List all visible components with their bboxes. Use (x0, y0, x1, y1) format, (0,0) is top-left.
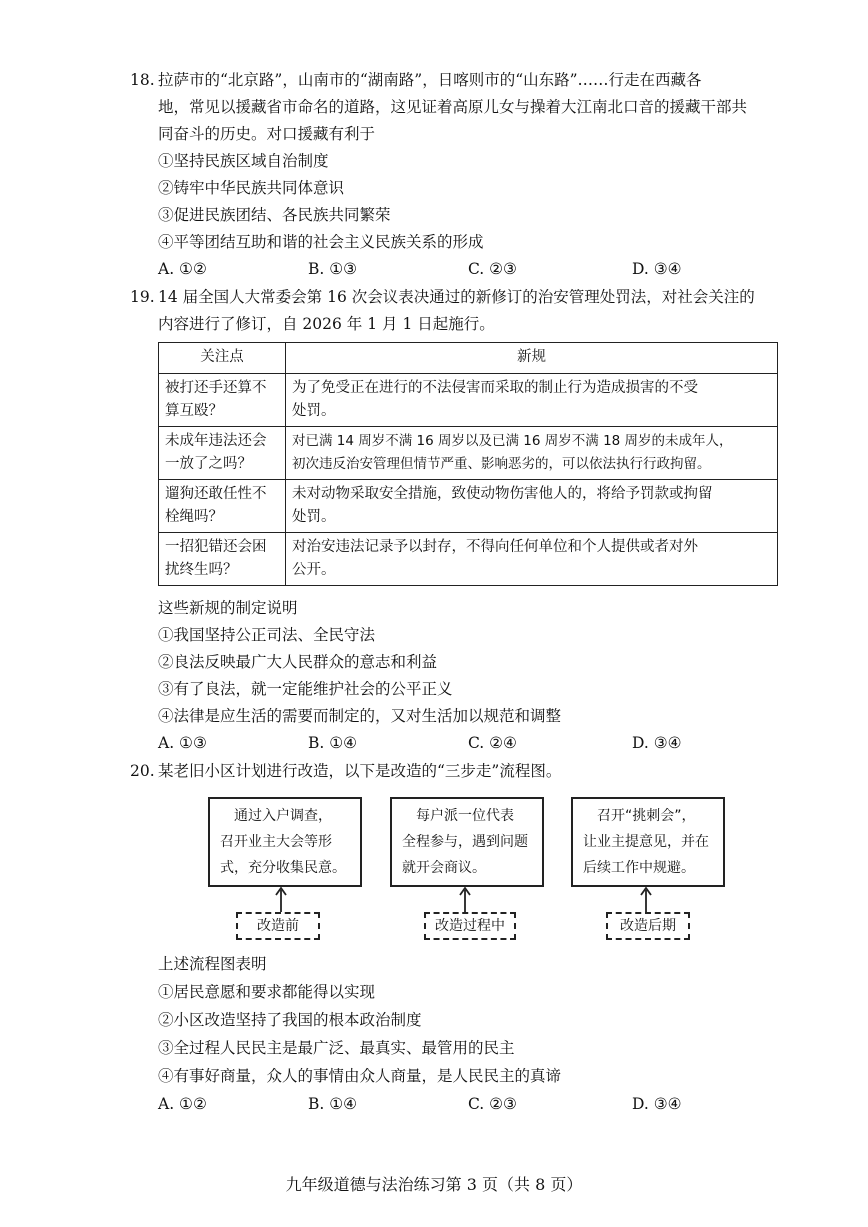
question-20-item: ②小区改造坚持了我国的根本政治制度 (158, 1011, 422, 1029)
table-cell (159, 427, 286, 480)
option-b: B. ①③ (308, 260, 358, 278)
flow-box-line: 让业主提意见，并在 (583, 834, 709, 850)
question-18-line: 地，常见以援藏省市命名的道路，这见证着高原儿女与操着大江南北口音的援藏干部共 (158, 98, 748, 116)
table-row (159, 480, 778, 533)
cell-line: 初次违反治安管理但情节严重、影响恶劣的，可以依法执行行政拘留。 (292, 456, 711, 472)
option-d: D. ③④ (632, 260, 682, 278)
cell-line: 对治安违法记录予以封存，不得向任何单位和个人提供或者对外 (292, 539, 698, 555)
up-arrow-icon (458, 886, 472, 912)
table-header: 关注点 (159, 343, 286, 374)
question-18-item: ④平等团结互助和谐的社会主义民族关系的形成 (158, 233, 484, 251)
flow-box-line: 式，充分收集民意。 (220, 860, 346, 876)
flow-box-before (208, 797, 362, 887)
option-d: D. ③④ (632, 1095, 682, 1113)
question-18-item: ③促进民族团结、各民族共同繁荣 (158, 206, 391, 224)
table-cell (159, 480, 286, 533)
question-19-item: ③有了良法，就一定能维护社会的公平正义 (158, 680, 453, 698)
flow-box-line: 通过入户调查， (234, 808, 332, 824)
question-20-item: ③全过程人民民主是最广泛、最真实、最管用的民主 (158, 1039, 515, 1057)
flow-box-line: 召开业主大会等形 (220, 834, 332, 850)
question-19-line: 内容进行了修订，自 2026 年 1 月 1 日起施行。 (158, 315, 495, 333)
flow-box-line: 后续工作中规避。 (583, 860, 695, 876)
question-18-line: 同奋斗的历史。对口援藏有利于 (158, 125, 376, 143)
stage-label-during: 改造过程中 (424, 912, 516, 940)
option-c: C. ②④ (468, 734, 517, 752)
stage-label-before: 改造前 (236, 912, 320, 940)
cell-line: 一招犯错还会困 (165, 539, 267, 555)
cell-line: 一放了之吗？ (165, 456, 252, 472)
cell-line: 未对动物采取安全措施，致使动物伤害他人的，将给予罚款或拘留 (292, 486, 713, 502)
question-20-line: 某老旧小区计划进行改造，以下是改造的“三步走”流程图。 (158, 762, 562, 780)
question-19-number: 19. (130, 288, 155, 306)
flow-box-line: 召开“挑刺会”， (597, 808, 696, 824)
table-cell (286, 533, 778, 586)
question-20-item: ④有事好商量，众人的事情由众人商量，是人民民主的真谛 (158, 1067, 562, 1085)
flow-box-after (571, 797, 725, 887)
option-a: A. ①③ (158, 734, 207, 752)
table-cell (159, 374, 286, 427)
table-cell (286, 480, 778, 533)
question-18-line: 拉萨市的“北京路”，山南市的“湖南路”，日喀则市的“山东路”……行走在西藏各 (158, 71, 702, 89)
option-c: C. ②③ (468, 260, 517, 278)
question-18-number: 18. (130, 71, 155, 89)
cell-line: 栓绳吗？ (165, 509, 223, 525)
up-arrow-icon (274, 886, 288, 912)
page-footer: 九年级道德与法治练习第 3 页（共 8 页） (285, 1175, 583, 1194)
cell-line: 未成年违法还会 (165, 433, 267, 449)
question-19-item: ④法律是应生活的需要而制定的，又对生活加以规范和调整 (158, 707, 562, 725)
option-b: B. ①④ (308, 1095, 358, 1113)
table-header-row (159, 343, 778, 374)
cell-line: 扰终生吗？ (165, 562, 238, 578)
cell-line: 被打还手还算不 (165, 380, 267, 396)
flow-box-line: 每户派一位代表 (416, 808, 514, 824)
option-b: B. ①④ (308, 734, 358, 752)
question-19-item: ①我国坚持公正司法、全民守法 (158, 626, 376, 644)
cell-line: 对已满 14 周岁不满 16 周岁以及已满 16 周岁不满 18 周岁的未成年人， (292, 433, 733, 449)
cell-line: 处罚。 (292, 403, 336, 419)
question-19-line: 14 届全国人大常委会第 16 次会议表决通过的新修订的治安管理处罚法，对社会关注的 (158, 288, 755, 306)
rules-table (158, 342, 778, 586)
table-cell (286, 374, 778, 427)
cell-line: 处罚。 (292, 509, 336, 525)
stage-label-after: 改造后期 (606, 912, 690, 940)
flow-box-line: 就开会商议。 (402, 860, 486, 876)
option-c: C. ②③ (468, 1095, 517, 1113)
option-a: A. ①② (158, 260, 207, 278)
table-header: 新规 (286, 343, 778, 374)
cell-line: 公开。 (292, 562, 336, 578)
option-a: A. ①② (158, 1095, 207, 1113)
table-row (159, 533, 778, 586)
up-arrow-icon (639, 886, 653, 912)
question-20-item: ①居民意愿和要求都能得以实现 (158, 983, 376, 1001)
question-19-stem: 这些新规的制定说明 (158, 599, 298, 617)
question-18-item: ②铸牢中华民族共同体意识 (158, 179, 345, 197)
cell-line: 为了免受正在进行的不法侵害而采取的制止行为造成损害的不受 (292, 380, 698, 396)
cell-line: 算互殴？ (165, 403, 223, 419)
flow-box-during (390, 797, 544, 887)
question-18-item: ①坚持民族区域自治制度 (158, 152, 329, 170)
flow-box-line: 全程参与，遇到问题 (402, 834, 528, 850)
question-20-number: 20. (130, 762, 155, 780)
table-row (159, 427, 778, 480)
table-row (159, 374, 778, 427)
question-19-item: ②良法反映最广大人民群众的意志和利益 (158, 653, 438, 671)
cell-line: 遛狗还敢任性不 (165, 486, 267, 502)
table-cell (159, 533, 286, 586)
question-20-stem: 上述流程图表明 (158, 955, 267, 973)
table-cell (286, 427, 778, 480)
option-d: D. ③④ (632, 734, 682, 752)
